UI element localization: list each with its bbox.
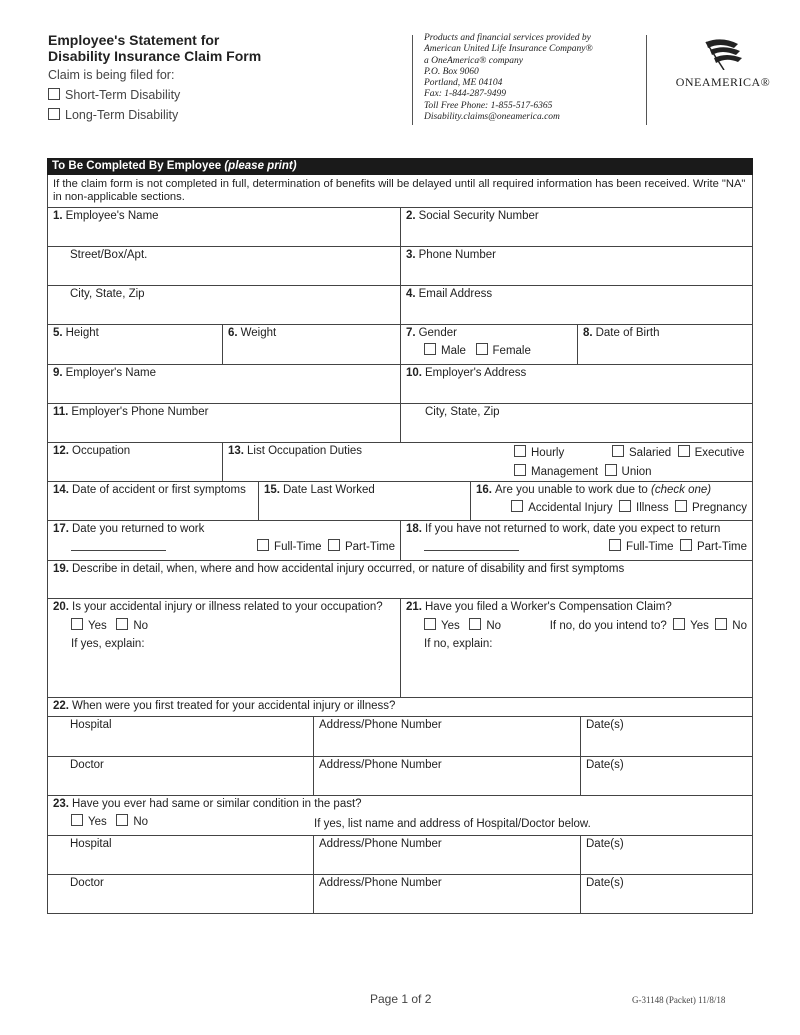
divider [412, 35, 413, 125]
intend-label: If no, do you intend to? [549, 620, 667, 632]
male-option[interactable] [424, 345, 466, 357]
option-label: Hourly [531, 447, 565, 459]
field-number: 9. [53, 367, 63, 379]
address-field[interactable] [313, 756, 581, 796]
field-number: 2. [406, 210, 416, 222]
option-label: Executive [694, 447, 745, 459]
salaried-option[interactable] [612, 447, 671, 459]
form-title [48, 32, 261, 64]
option-label: Management [531, 466, 599, 478]
executive-option[interactable] [678, 447, 745, 459]
field-number: 5. [53, 327, 63, 339]
intend-yes-option[interactable] [673, 620, 709, 632]
field-label: If you have not returned to work, date you expect to return [425, 523, 721, 535]
option-label: Male [441, 345, 466, 357]
field-number: 3. [406, 249, 416, 261]
provider-line: P.O. Box 9060 [424, 66, 479, 77]
field-number: 15. [264, 484, 280, 496]
occupation-field[interactable] [47, 442, 223, 482]
female-option[interactable] [476, 345, 531, 357]
option-label: Union [621, 466, 652, 478]
intend-no-option[interactable] [715, 620, 747, 632]
yes-option[interactable] [71, 816, 107, 828]
field-label: Have you ever had same or similar condition in the past? [72, 798, 362, 810]
field-label: Describe in detail, when, where and how accidental injury occurred, or nature of disability and first symptoms [72, 563, 625, 575]
phone-field[interactable] [400, 246, 753, 286]
field-label: Occupation [72, 445, 131, 457]
option-label: Yes [441, 620, 460, 632]
provider-line: Toll Free Phone: 1-855-517-6365 [424, 100, 553, 111]
checkbox[interactable] [116, 814, 128, 826]
management-option[interactable] [514, 466, 598, 478]
field-label: List Occupation Duties [247, 445, 363, 457]
field-number: 11. [53, 406, 69, 418]
full-time-option[interactable] [609, 541, 674, 553]
provider-line: Fax: 1-844-287-9499 [424, 89, 507, 100]
checkbox[interactable] [48, 108, 60, 120]
field-label: City, State, Zip [425, 406, 500, 418]
option-label: Part-Time [344, 541, 395, 553]
field-number: 4. [406, 288, 416, 300]
field-label: Date you returned to work [72, 523, 205, 535]
dates-field[interactable] [580, 835, 753, 875]
field-label: Social Security Number [418, 210, 539, 222]
address-field[interactable] [313, 874, 581, 914]
accidental-injury-option[interactable] [511, 502, 612, 514]
field-label: Is your accidental injury or illness related to your occupation? [72, 601, 383, 613]
field-label: Date of accident or first symptoms [72, 484, 246, 496]
option-label: Yes [88, 816, 107, 828]
divider [646, 35, 647, 125]
field-label: Date(s) [586, 759, 624, 771]
union-option[interactable] [605, 466, 652, 478]
field-label: Hospital [70, 719, 112, 731]
option-label: Accidental Injury [528, 502, 613, 514]
occupation-duties-field[interactable] [222, 442, 753, 482]
employer-name-field[interactable] [47, 364, 401, 404]
option-label: Long-Term Disability [65, 108, 179, 122]
employer-address-field[interactable] [400, 364, 753, 404]
checkbox[interactable] [257, 539, 269, 551]
field-number: 12. [53, 445, 69, 457]
option-label: Pregnancy [692, 502, 747, 514]
field-number: 14. [53, 484, 69, 496]
explain-label: If yes, explain: [71, 638, 145, 650]
list-note: If yes, list name and address of Hospital/Doctor below. [314, 818, 591, 830]
checkbox[interactable] [424, 343, 436, 355]
email-field[interactable] [400, 285, 753, 325]
field-label: Address/Phone Number [319, 719, 442, 731]
checkbox[interactable] [424, 618, 436, 630]
illness-option[interactable] [619, 502, 669, 514]
field-label: Address/Phone Number [319, 759, 442, 771]
field-label: Date of Birth [595, 327, 660, 339]
no-option[interactable] [116, 620, 148, 632]
occupation-related-field[interactable] [47, 598, 401, 698]
hospital-field[interactable] [47, 835, 314, 875]
field-number: 21. [406, 601, 422, 613]
full-time-option[interactable] [257, 541, 322, 553]
field-number: 7. [406, 327, 416, 339]
checkbox[interactable] [605, 464, 617, 476]
hourly-option[interactable] [514, 447, 564, 459]
checkbox[interactable] [514, 464, 526, 476]
option-label: No [133, 816, 149, 828]
field-number: 10. [406, 367, 422, 379]
long-term-option[interactable] [48, 108, 178, 122]
checkbox[interactable] [673, 618, 685, 630]
field-number: 23. [53, 798, 69, 810]
height-field[interactable] [47, 324, 223, 365]
similar-condition-field [47, 795, 753, 836]
option-label: Short-Term Disability [65, 88, 181, 102]
oneamerica-logo [668, 38, 778, 90]
field-label: Doctor [70, 759, 104, 771]
checkbox[interactable] [116, 618, 128, 630]
part-time-option[interactable] [328, 541, 395, 553]
checkbox[interactable] [609, 539, 621, 551]
checkbox[interactable] [71, 618, 83, 630]
checkbox[interactable] [715, 618, 727, 630]
checkbox[interactable] [48, 88, 60, 100]
checkbox[interactable] [476, 343, 488, 355]
field-number: 19. [53, 563, 69, 575]
address-field[interactable] [313, 716, 581, 757]
field-label: Height [65, 327, 99, 339]
unable-to-work-field [470, 481, 753, 521]
field-label: Weight [240, 327, 277, 339]
page-number: Page 1 of 2 [370, 992, 432, 1006]
yes-option[interactable] [71, 620, 107, 632]
field-number: 17. [53, 523, 69, 535]
checkbox[interactable] [469, 618, 481, 630]
field-label: When were you first treated for your accidental injury or illness? [72, 700, 396, 712]
last-worked-field[interactable] [258, 481, 471, 521]
option-label: Yes [88, 620, 107, 632]
date-line[interactable] [71, 549, 166, 551]
yes-option[interactable] [424, 620, 460, 632]
option-label: No [486, 620, 502, 632]
title-line-1: Employee's Statement for [48, 32, 220, 48]
checkbox[interactable] [612, 445, 624, 457]
provider-info [424, 33, 593, 123]
part-time-option[interactable] [680, 541, 747, 553]
checkbox[interactable] [678, 445, 690, 457]
checkbox[interactable] [514, 445, 526, 457]
field-label: Are you unable to work due to [495, 484, 648, 496]
checkbox[interactable] [619, 500, 631, 512]
field-number: 20. [53, 601, 69, 613]
returned-date-field[interactable] [47, 520, 401, 561]
field-label: City, State, Zip [70, 288, 145, 300]
ssn-field[interactable] [400, 207, 753, 247]
describe-injury-field[interactable] [47, 560, 753, 599]
dates-field[interactable] [580, 716, 753, 757]
first-treated-heading [47, 697, 753, 717]
checkbox[interactable] [328, 539, 340, 551]
field-note: (check one) [651, 484, 712, 496]
field-label: Phone Number [418, 249, 496, 261]
doctor-field[interactable] [47, 756, 314, 796]
option-label: No [133, 620, 149, 632]
section-title: To Be Completed By Employee [52, 160, 222, 172]
checkbox[interactable] [71, 814, 83, 826]
weight-field[interactable] [222, 324, 401, 365]
option-label: Salaried [629, 447, 672, 459]
option-label: Yes [690, 620, 709, 632]
short-term-option[interactable] [48, 88, 180, 102]
field-label: Gender [418, 327, 457, 339]
accident-date-field[interactable] [47, 481, 259, 521]
workers-comp-field[interactable] [400, 598, 753, 698]
field-number: 13. [228, 445, 244, 457]
gender-field [400, 324, 578, 365]
field-number: 8. [583, 327, 593, 339]
employee-name-field[interactable] [47, 207, 401, 247]
field-label: Date(s) [586, 838, 624, 850]
street-field[interactable] [47, 246, 401, 286]
no-option[interactable] [116, 816, 148, 828]
field-label: Date(s) [586, 877, 624, 889]
address-field[interactable] [313, 835, 581, 875]
field-number: 1. [53, 210, 63, 222]
checkbox[interactable] [675, 500, 687, 512]
field-label: Doctor [70, 877, 104, 889]
field-label: Hospital [70, 838, 112, 850]
field-number: 18. [406, 523, 422, 535]
option-label: No [732, 620, 747, 632]
flag-icon [698, 38, 748, 70]
dob-field[interactable] [577, 324, 753, 365]
field-label: Street/Box/Apt. [70, 249, 148, 261]
option-label: Full-Time [626, 541, 674, 553]
no-option[interactable] [469, 620, 501, 632]
pregnancy-option[interactable] [675, 502, 747, 514]
city-state-zip-field[interactable] [47, 285, 401, 325]
option-label: Part-Time [696, 541, 747, 553]
field-label: Date Last Worked [283, 484, 375, 496]
field-label: Address/Phone Number [319, 838, 442, 850]
field-number: 6. [228, 327, 238, 339]
doctor-field[interactable] [47, 874, 314, 914]
section-bar [47, 158, 753, 175]
title-line-2: Disability Insurance Claim Form [48, 48, 262, 64]
option-label: Illness [636, 502, 669, 514]
logo-text: ONEAMERICA® [675, 75, 771, 89]
claim-for-label: Claim is being filed for: [48, 68, 175, 82]
field-label: Address/Phone Number [319, 877, 442, 889]
field-label: Employee's Name [65, 210, 159, 222]
form-code: G-31148 (Packet) 11/8/18 [632, 995, 726, 1005]
checkbox[interactable] [680, 539, 692, 551]
field-number: 16. [476, 484, 492, 496]
dates-field[interactable] [580, 756, 753, 796]
field-label: Employer's Address [425, 367, 527, 379]
field-label: Have you filed a Worker's Compensation Claim? [425, 601, 672, 613]
employer-phone-field[interactable] [47, 403, 401, 443]
dates-field[interactable] [580, 874, 753, 914]
option-label: Female [492, 345, 531, 357]
provider-line: Disability.claims@oneamerica.com [424, 112, 560, 123]
provider-line: American United Life Insurance Company® [424, 44, 593, 55]
intro-text: If the claim form is not completed in full, determination of benefits will be delayed until all required information has been received. Write "NA" in non-applicable sections. [47, 175, 753, 208]
provider-line: a OneAmerica® company [424, 55, 524, 66]
field-label: Employer's Phone Number [71, 406, 209, 418]
field-label: Date(s) [586, 719, 624, 731]
provider-line: Portland, ME 04104 [424, 78, 503, 89]
option-label: Full-Time [274, 541, 322, 553]
explain-label: If no, explain: [424, 638, 493, 650]
field-number: 22. [53, 700, 69, 712]
provider-line: Products and financial services provided by [424, 33, 591, 43]
checkbox[interactable] [511, 500, 523, 512]
hospital-field[interactable] [47, 716, 314, 757]
expected-return-field[interactable] [400, 520, 753, 561]
employer-city-field[interactable] [400, 403, 753, 443]
date-line[interactable] [424, 549, 519, 551]
field-label: Employer's Name [65, 367, 156, 379]
section-note: (please print) [224, 160, 297, 172]
field-label: Email Address [418, 288, 493, 300]
